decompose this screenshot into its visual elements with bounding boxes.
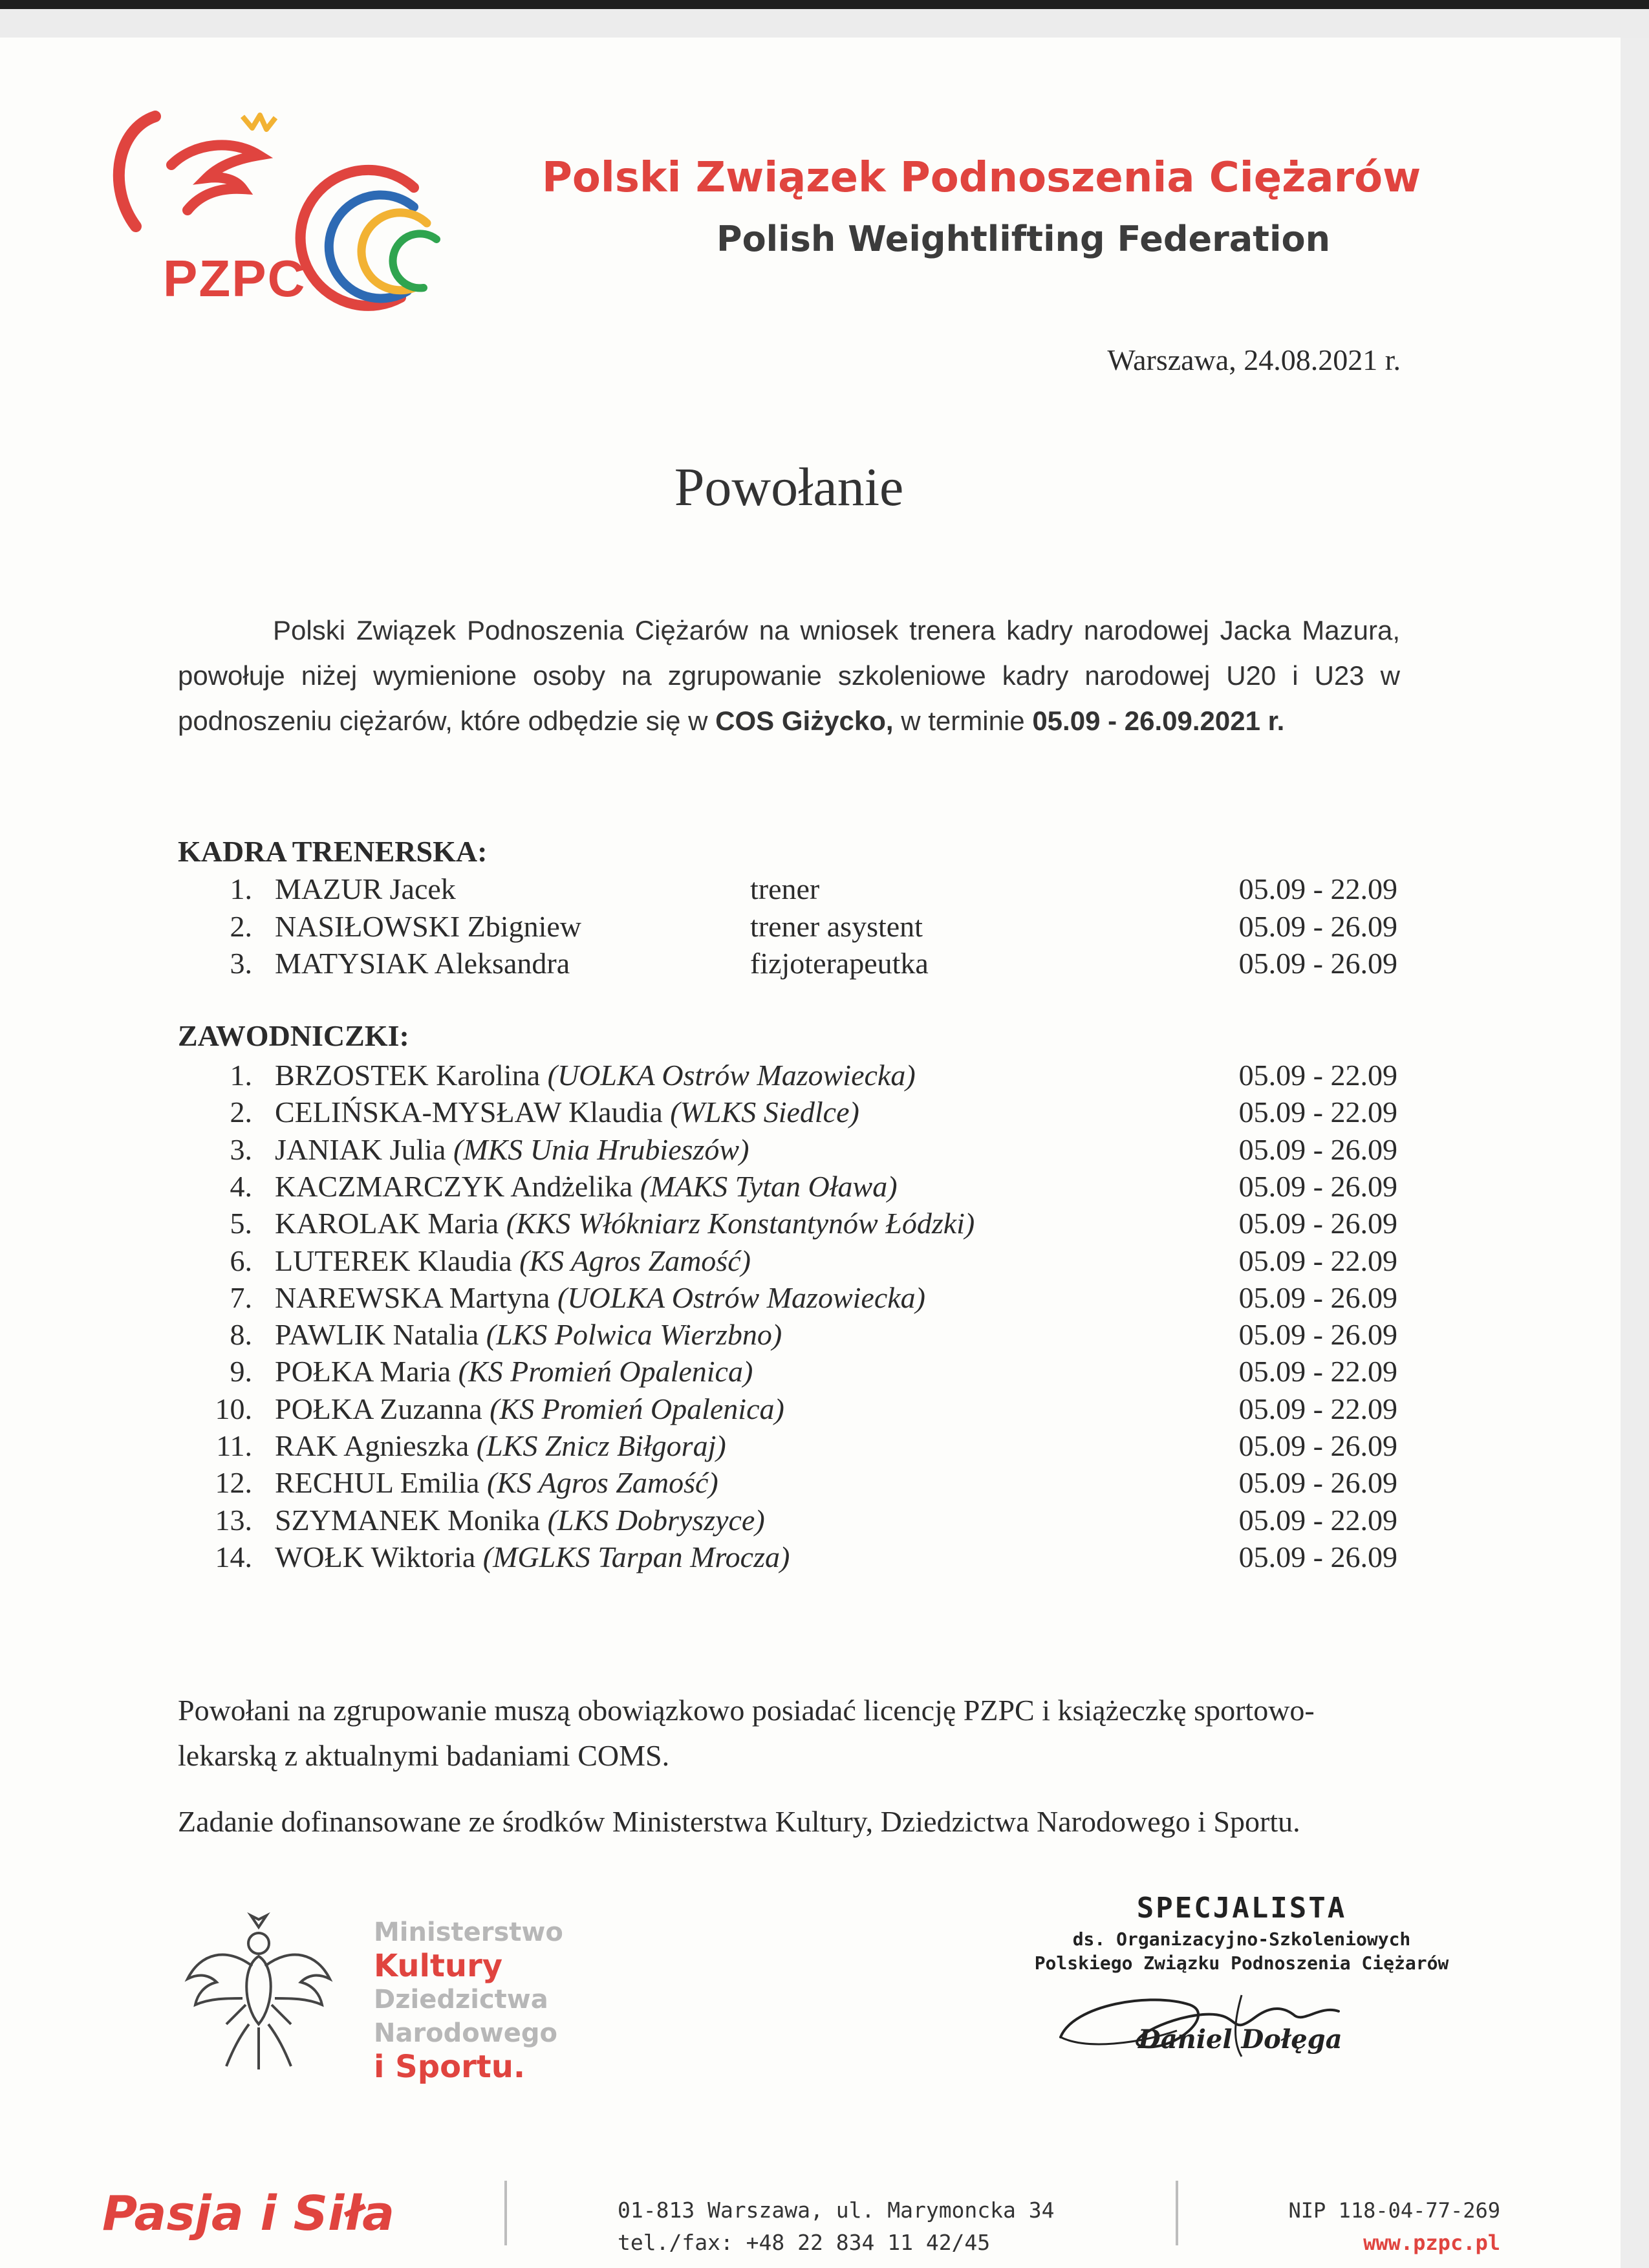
row-number: 4. [230, 1169, 252, 1203]
row-role: trener asystent [750, 909, 923, 943]
athlete-name: LUTEREK Klaudia [275, 1244, 512, 1277]
table-row [0, 1354, 1649, 1392]
row-dates: 05.09 - 22.09 [1238, 872, 1397, 905]
athlete-name: CELIŃSKA-MYSŁAW Klaudia [275, 1096, 663, 1129]
ministry-line3: Dziedzictwa [374, 1985, 548, 2014]
athlete-club: (MGLKS Tarpan Mrocza) [482, 1540, 790, 1573]
footer-address-line1: 01-813 Warszawa, ul. Marymoncka 34 [618, 2198, 1055, 2223]
coaches-heading: KADRA TRENERSKA: [178, 835, 488, 868]
table-row [0, 1429, 1649, 1466]
footer-address [618, 2194, 1055, 2259]
row-dates: 05.09 - 22.09 [1238, 1392, 1397, 1425]
athlete-name: POŁKA Maria [275, 1355, 451, 1388]
athlete-club: (LKS Znicz Biłgoraj) [476, 1429, 726, 1462]
athlete-club: (MKS Unia Hrubieszów) [453, 1132, 749, 1166]
footer-nip-block [1288, 2194, 1500, 2259]
row-dates: 05.09 - 26.09 [1238, 1169, 1397, 1203]
athlete-name: WOŁK Wiktoria [275, 1540, 476, 1573]
row-name-club [275, 1244, 751, 1278]
row-name: NASIŁOWSKI Zbigniew [275, 909, 581, 943]
scan-edge-top [0, 0, 1649, 9]
funding-note: Zadanie dofinansowane ze środków Ministerstwa Kultury, Dziedzictwa Narodowego i Sportu. [178, 1805, 1300, 1838]
table-row [0, 1540, 1649, 1577]
row-number: 13. [215, 1503, 252, 1537]
row-number: 8. [230, 1318, 252, 1352]
athlete-club: (KS Promień Opalenica) [490, 1392, 784, 1425]
intro-term: 05.09 - 26.09.2021 r. [1032, 706, 1285, 736]
row-number: 2. [230, 1096, 252, 1129]
row-number: 11. [216, 1429, 252, 1462]
row-name-club [275, 1354, 753, 1388]
row-name-club [275, 1465, 718, 1500]
polish-eagle-icon [181, 1908, 336, 2076]
row-dates: 05.09 - 22.09 [1238, 1096, 1397, 1129]
row-role: trener [750, 872, 820, 905]
stamp-line3: Polskiego Związku Podnoszenia Ciężarów [1034, 1952, 1449, 1974]
athlete-name: SZYMANEK Monika [275, 1503, 541, 1537]
athlete-name: POŁKA Zuzanna [275, 1392, 482, 1425]
row-dates: 05.09 - 26.09 [1238, 1132, 1397, 1166]
row-name-club [275, 1169, 898, 1204]
athlete-name: RECHUL Emilia [275, 1466, 480, 1500]
row-name-club [275, 1317, 782, 1352]
table-row [0, 1206, 1649, 1244]
row-dates: 05.09 - 22.09 [1238, 1244, 1397, 1277]
row-number: 10. [215, 1392, 252, 1425]
row-dates: 05.09 - 26.09 [1238, 1429, 1397, 1462]
row-name: MAZUR Jacek [275, 872, 456, 905]
row-role: fizjoterapeutka [750, 947, 929, 980]
footer-divider-2 [1176, 2181, 1178, 2245]
row-number: 14. [215, 1540, 252, 1573]
intro-place: COS Giżycko, [715, 706, 894, 736]
row-name-club [275, 1206, 975, 1240]
logo-text: PZPC [163, 250, 307, 307]
athlete-club: (KKS Włókniarz Konstantynów Łódzki) [506, 1207, 975, 1240]
table-row [0, 1244, 1649, 1281]
row-number: 2. [230, 909, 252, 943]
athlete-name: JANIAK Julia [275, 1132, 446, 1166]
table-row [0, 1132, 1649, 1170]
table-row [0, 1317, 1649, 1355]
athlete-club: (UOLKA Ostrów Mazowiecka) [547, 1059, 916, 1092]
table-row [0, 1392, 1649, 1429]
athlete-club: (LKS Dobryszyce) [547, 1503, 765, 1537]
athlete-club: (WLKS Siedlce) [670, 1096, 859, 1129]
row-name-club [275, 1280, 925, 1315]
row-dates: 05.09 - 26.09 [1238, 1280, 1397, 1314]
athlete-name: RAK Agnieszka [275, 1429, 469, 1462]
footer-website-link[interactable]: www.pzpc.pl [1363, 2230, 1500, 2255]
document-title: Powołanie [674, 457, 904, 517]
pzpc-logo [110, 103, 472, 323]
row-name-club [275, 1095, 859, 1129]
row-dates: 05.09 - 26.09 [1238, 1318, 1397, 1352]
ministry-line1: Ministerstwo [374, 1917, 563, 1947]
athlete-name: BRZOSTEK Karolina [275, 1059, 541, 1092]
org-name-polish: Polski Związek Podnoszenia Ciężarów [542, 154, 1421, 202]
athletes-heading: ZAWODNICZKI: [178, 1019, 409, 1052]
footer-nip: NIP 118-04-77-269 [1288, 2198, 1500, 2223]
date-line: Warszawa, 24.08.2021 r. [1107, 343, 1401, 376]
athlete-club: (KS Agros Zamość) [519, 1244, 751, 1277]
table-row [0, 1095, 1649, 1132]
row-number: 3. [230, 1132, 252, 1166]
row-number: 9. [230, 1355, 252, 1388]
athlete-club: (UOLKA Ostrów Mazowiecka) [557, 1280, 925, 1314]
scan-margin-top [0, 9, 1649, 38]
row-name-club [275, 1429, 726, 1463]
table-row [0, 872, 1649, 909]
stamp-name: Daniel Dołęga [1138, 2024, 1342, 2055]
intro-text-part2: w terminie [901, 706, 1025, 736]
official-stamp [1028, 1892, 1455, 1974]
row-dates: 05.09 - 22.09 [1238, 1059, 1397, 1092]
row-name-club [275, 1540, 790, 1574]
row-number: 5. [230, 1207, 252, 1240]
org-name-english: Polish Weightlifting Federation [717, 219, 1331, 259]
table-row [0, 1058, 1649, 1096]
footer-slogan: Pasja i Siła [102, 2186, 395, 2241]
license-note: Powołani na zgrupowanie muszą obowiązkowo posiadać licencję PZPC i książeczkę sportowo-lekarską z aktualnymi badaniami COMS. [178, 1694, 1315, 1772]
table-row [0, 1169, 1649, 1207]
athlete-club: (MAKS Tytan Oława) [640, 1169, 898, 1203]
row-name-club [275, 1503, 765, 1537]
athlete-club: (KS Promień Opalenica) [458, 1355, 753, 1388]
row-name: MATYSIAK Aleksandra [275, 947, 570, 980]
table-row [0, 1503, 1649, 1540]
table-row [0, 909, 1649, 947]
footer-address-line2: tel./fax: +48 22 834 11 42/45 [618, 2230, 991, 2255]
table-row [0, 946, 1649, 984]
row-dates: 05.09 - 26.09 [1238, 1540, 1397, 1573]
intro-paragraph [178, 608, 1400, 744]
row-number: 7. [230, 1280, 252, 1314]
athlete-name: KAROLAK Maria [275, 1207, 499, 1240]
stamp-title: SPECJALISTA [1136, 1892, 1347, 1925]
athlete-name: NAREWSKA Martyna [275, 1280, 550, 1314]
ministry-line5: i Sportu. [374, 2049, 526, 2085]
row-dates: 05.09 - 26.09 [1238, 947, 1397, 980]
row-name-club [275, 1392, 784, 1426]
row-number: 1. [230, 872, 252, 905]
athlete-club: (LKS Polwica Wierzbno) [486, 1318, 782, 1352]
row-dates: 05.09 - 26.09 [1238, 1207, 1397, 1240]
row-dates: 05.09 - 22.09 [1238, 1355, 1397, 1388]
ministry-logo [374, 1916, 563, 2084]
row-dates: 05.09 - 26.09 [1238, 909, 1397, 943]
ministry-line2: Kultury [374, 1948, 503, 1984]
ministry-line4: Narodowego [374, 2018, 557, 2048]
row-dates: 05.09 - 22.09 [1238, 1503, 1397, 1537]
table-row [0, 1465, 1649, 1503]
footer-divider-1 [504, 2181, 507, 2245]
table-row [0, 1280, 1649, 1318]
row-number: 12. [215, 1466, 252, 1500]
athlete-club: (KS Agros Zamość) [486, 1466, 718, 1500]
athlete-name: KACZMARCZYK Andżelika [275, 1169, 633, 1203]
row-name-club [275, 1132, 749, 1167]
athlete-name: PAWLIK Natalia [275, 1318, 479, 1352]
intro-text-part1: Polski Związek Podnoszenia Ciężarów na wniosek trenera kadry narodowej Jacka Mazura, powołuje niżej wymienione osoby na zgrupowanie szkoleniowe kadry narodowej U20 i U23 w podnoszeniu ciężarów, które odbędzie się w [178, 615, 1400, 736]
row-name-club [275, 1058, 916, 1092]
row-dates: 05.09 - 26.09 [1238, 1466, 1397, 1500]
row-number: 3. [230, 947, 252, 980]
row-number: 6. [230, 1244, 252, 1277]
stamp-line2: ds. Organizacyjno-Szkoleniowych [1072, 1928, 1411, 1950]
row-number: 1. [230, 1059, 252, 1092]
